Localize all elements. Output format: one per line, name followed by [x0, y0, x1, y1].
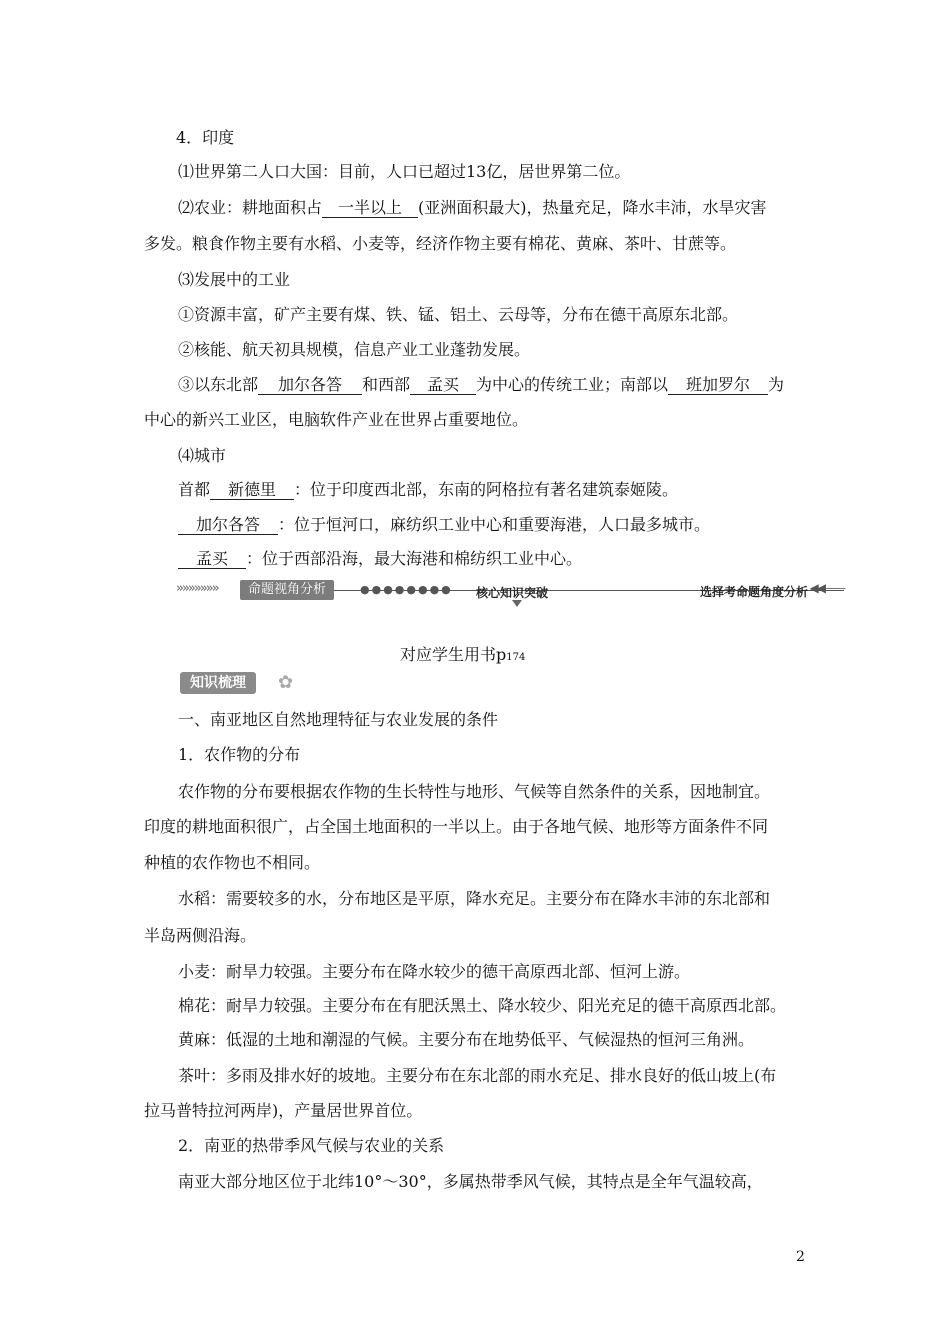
paragraph: 农作物的分布要根据农作物的生长特性与地形、气候等自然条件的关系，因地制宜。	[178, 782, 771, 801]
subheading: 2．南亚的热带季风气候与农业的关系	[178, 1136, 445, 1155]
text-fragment: ：位于西部沿海，最大海港和棉纺织工业中心。	[246, 549, 583, 568]
text-fragment: 为中心的传统工业；南部以	[476, 375, 669, 394]
paragraph	[178, 375, 784, 395]
section-divider-band	[176, 580, 848, 602]
section-heading: 4．印度	[176, 128, 235, 147]
text-fragment: (亚洲面积最大)，热量充足，降水丰沛，水旱灾害	[418, 198, 767, 217]
fill-blank: 新德里	[210, 481, 294, 500]
paragraph: 种植的农作物也不相同。	[144, 853, 321, 872]
paragraph	[178, 515, 710, 535]
paragraph: 黄麻：低湿的土地和潮湿的气候。主要分布在地势低平、气候湿热的恒河三角洲。	[178, 1030, 755, 1049]
paragraph: 拉马普特拉河两岸)，产量居世界首位。	[144, 1101, 423, 1120]
paragraph: ②核能、航天初具规模，信息产业工业蓬勃发展。	[178, 340, 531, 359]
text-fragment: ③以东北部	[178, 375, 259, 394]
section-heading: 一、南亚地区自然地理特征与农业发展的条件	[178, 710, 499, 729]
fill-blank: 加尔各答	[258, 376, 362, 395]
text-fragment: ⑵农业：耕地面积占	[178, 198, 323, 217]
dots-icon: ●●●●●●●●	[360, 583, 453, 596]
text-fragment: ：位于印度西北部，东南的阿格拉有著名建筑泰姬陵。	[294, 480, 679, 499]
paragraph: ⑴世界第二人口大国：目前，人口已超过13亿，居世界第二位。	[178, 162, 631, 181]
paragraph: 中心的新兴工业区，电脑软件产业在世界占重要地位。	[144, 410, 529, 429]
band-middle-label: 核心知识突破	[476, 586, 549, 600]
band-right-label: 选择考命题角度分析	[699, 585, 808, 599]
paragraph: 南亚大部分地区位于北纬10°～30°，多属热带季风气候，其特点是全年气温较高，	[178, 1172, 763, 1191]
reference-text: 对应学生用书p	[400, 645, 507, 664]
paragraph	[178, 480, 678, 500]
paragraph: 多发。粮食作物主要有水稻、小麦等，经济作物主要有棉花、黄麻、茶叶、甘蔗等。	[144, 234, 737, 253]
band-tag: 命题视角分析	[240, 580, 334, 600]
text-fragment: 为	[768, 375, 785, 394]
paragraph: 小麦：耐旱力较强。主要分布在降水较少的德干高原西北部、恒河上游。	[178, 962, 691, 981]
text-fragment: 和西部	[362, 375, 411, 394]
page-number: 2	[796, 1249, 805, 1265]
paragraph	[178, 549, 582, 569]
paragraph: 水稻：需要较多的水，分布地区是平原，降水充足。主要分布在降水丰沛的东北部和	[178, 889, 771, 908]
paragraph: ①资源丰富，矿产主要有煤、铁、锰、铝土、云母等，分布在德干高原东北部。	[178, 305, 739, 324]
text-fragment: ：位于恒河口，麻纺织工业中心和重要海港，人口最多城市。	[278, 515, 711, 534]
paragraph: ⑶发展中的工业	[178, 270, 291, 289]
paragraph: ⑷城市	[178, 446, 227, 465]
fill-blank: 加尔各答	[178, 516, 278, 535]
triangle-down-icon	[512, 600, 522, 607]
paragraph: 茶叶：多雨及排水好的坡地。主要分布在东北部的雨水充足、排水良好的低山坡上(布	[178, 1066, 777, 1085]
section-caption: 知识梳理	[180, 672, 256, 694]
subheading: 1．农作物的分布	[178, 745, 301, 764]
book-reference	[400, 645, 525, 668]
reference-page: 174	[506, 652, 526, 663]
fill-blank: 孟买	[178, 550, 246, 569]
fill-blank: 孟买	[410, 376, 476, 395]
paragraph: 棉花：耐旱力较强。主要分布在有肥沃黑土、降水较少、阳光充足的德干高原西北部。	[178, 996, 787, 1015]
fill-blank: 一半以上	[322, 199, 418, 218]
text-fragment: 首都	[178, 480, 211, 499]
fill-blank: 班加罗尔	[668, 376, 768, 395]
flower-icon: ✿	[278, 672, 294, 693]
paragraph	[178, 198, 767, 218]
left-arrows-icon: ◀◀——	[809, 581, 844, 595]
chevron-arrows-icon: »»»»»»»	[176, 581, 218, 596]
paragraph: 印度的耕地面积很广，占全国土地面积的一半以上。由于各地气候、地形等方面条件不同	[144, 817, 769, 836]
paragraph: 半岛两侧沿海。	[144, 926, 257, 945]
